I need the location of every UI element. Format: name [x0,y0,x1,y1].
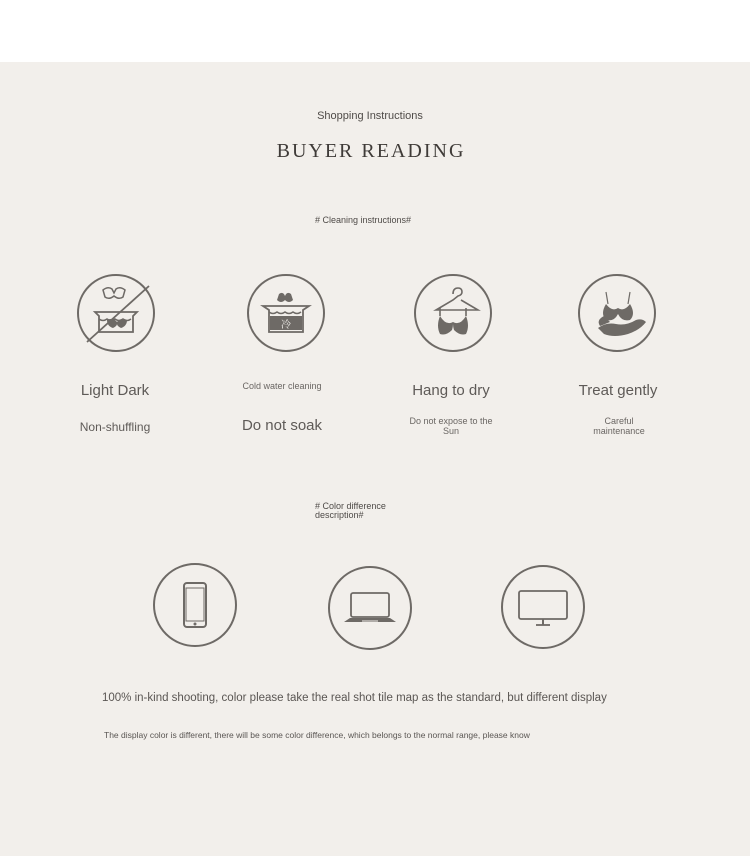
color-section-label: # Color difference description# [315,501,386,520]
cleaning-caption-2: Do not soak [241,417,323,434]
hanger-icon [414,274,492,352]
no-wash-icon [77,274,155,352]
cold-water-mark: 冷 [281,320,291,331]
cleaning-section-label: # Cleaning instructions# [315,215,412,225]
cleaning-title-4: Treat gently [578,382,658,399]
phone-icon [153,563,237,647]
hand-care-icon [578,274,656,352]
laptop-icon [328,566,412,650]
cleaning-title-1: Light Dark [80,382,150,399]
color-note-line-1: 100% in-kind shooting, color please take the real shot tile map as the standard, but different display [102,692,607,704]
monitor-icon [501,565,585,649]
cleaning-title-3: Hang to dry [412,382,490,399]
color-note-line-2: The display color is different, there will be some color difference, which belongs to the normal range, please know [104,730,530,740]
cleaning-title-2: Cold water cleaning [242,381,322,391]
cleaning-caption-4: Careful maintenance [593,416,645,436]
top-white-strip [0,0,750,62]
cold-water-wash-icon [247,274,325,352]
cleaning-caption-3: Do not expose to the Sun [409,416,493,436]
cleaning-caption-1: Non-shuffling [79,420,151,434]
page-title: BUYER READING [276,140,466,162]
section-subtitle: Shopping Instructions [317,110,423,122]
